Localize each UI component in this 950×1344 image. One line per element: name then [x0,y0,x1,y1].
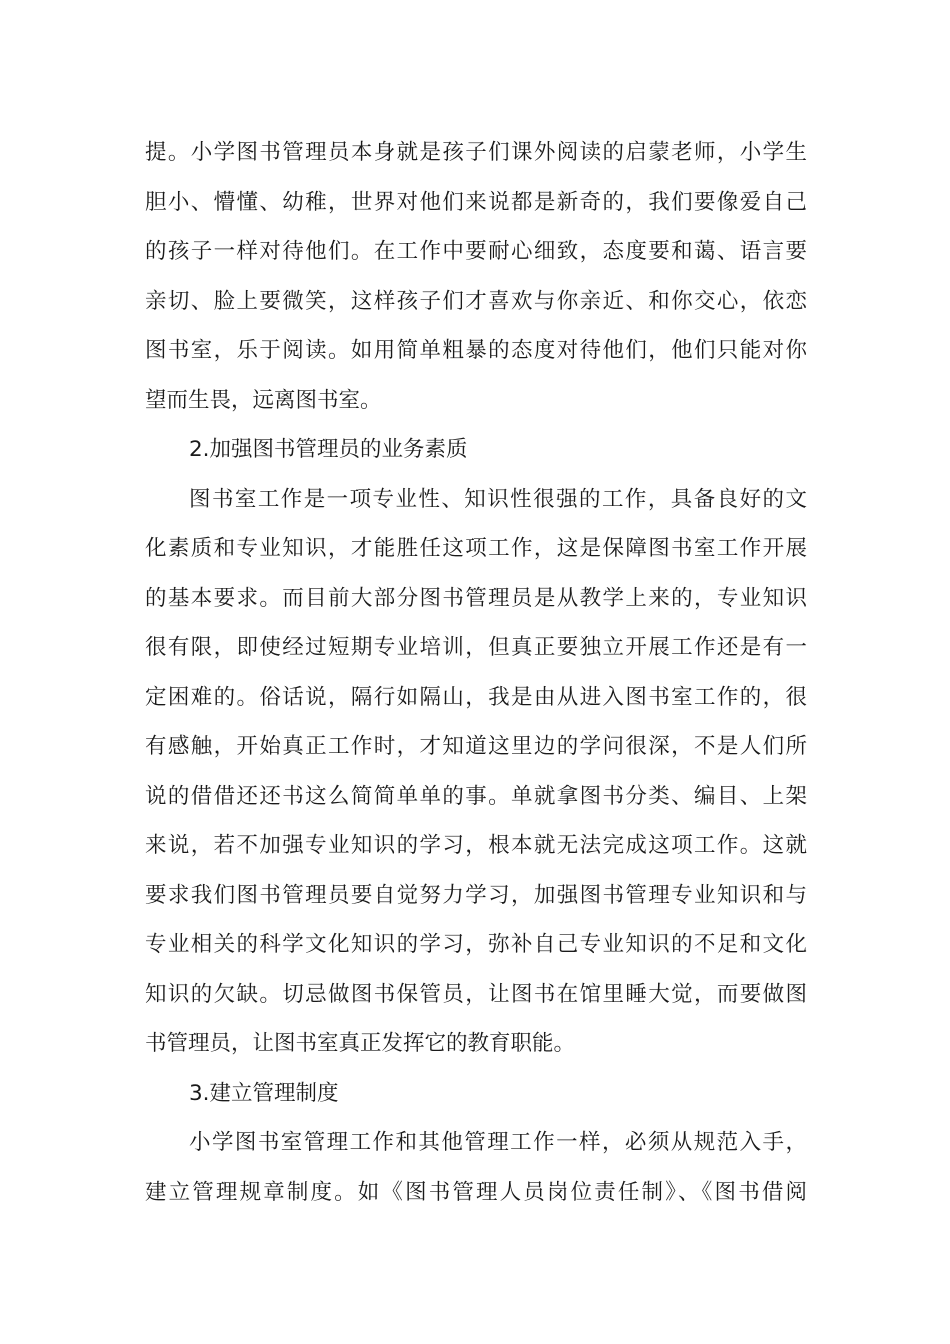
text-line: 很有限，即使经过短期专业培训，但真正要独立开展工作还是有一 [145,635,807,660]
text-line: 定困难的。俗话说，隔行如隔山，我是由从进入图书室工作的，很 [145,684,807,710]
document-body [145,128,807,1217]
text-line: 图书室工作是一项专业性、知识性很强的工作，具备良好的文 [189,486,807,512]
paragraph-management-system [145,1118,807,1217]
text-line: 化素质和专业知识，才能胜任这项工作，这是保障图书室工作开展 [145,536,807,561]
text-line: 说的借借还还书这么简简单单的事。单就拿图书分类、编目、上架 [145,783,807,809]
text-line: 建立管理规章制度。如《图书管理人员岗位责任制》、《图书借阅 [145,1179,807,1205]
text-line: 书管理员，让图书室真正发挥它的教育职能。 [145,1031,576,1056]
text-line: 知识的欠缺。切忌做图书保管员，让图书在馆里睡大觉，而要做图 [145,981,807,1007]
text-line: 提。小学图书管理员本身就是孩子们课外阅读的启蒙老师，小学生 [145,140,807,165]
text-line: 来说，若不加强专业知识的学习，根本就无法完成这项工作。这就 [145,833,807,858]
paragraph-professional-quality [145,475,807,1069]
section-heading-2 [145,425,807,475]
text-line: 胆小、懵懂、幼稚，世界对他们来说都是新奇的，我们要像爱自己 [145,189,807,215]
text-line: 的基本要求。而目前大部分图书管理员是从教学上来的，专业知识 [145,585,807,611]
text-line: 要求我们图书管理员要自觉努力学习，加强图书管理专业知识和与 [145,882,807,908]
text-line: 有感触，开始真正工作时，才知道这里边的学问很深，不是人们所 [145,734,807,759]
text-line: 望而生畏，远离图书室。 [145,387,382,413]
text-line: 图书室，乐于阅读。如用简单粗暴的态度对待他们，他们只能对你 [145,338,807,363]
paragraph-librarian-attitude [145,128,807,425]
text-line: 亲切、脸上要微笑，这样孩子们才喜欢与你亲近、和你交心，依恋 [145,288,807,314]
text-line: 专业相关的科学文化知识的学习，弥补自己专业知识的不足和文化 [145,932,807,957]
heading-text: 2.加强图书管理员的业务素质 [189,437,468,462]
heading-text: 3.建立管理制度 [189,1080,339,1106]
text-line: 的孩子一样对待他们。在工作中要耐心细致，态度要和蔼、语言要 [145,239,807,264]
text-line: 小学图书室管理工作和其他管理工作一样，必须从规范入手， [189,1130,807,1155]
section-heading-3 [145,1069,807,1119]
